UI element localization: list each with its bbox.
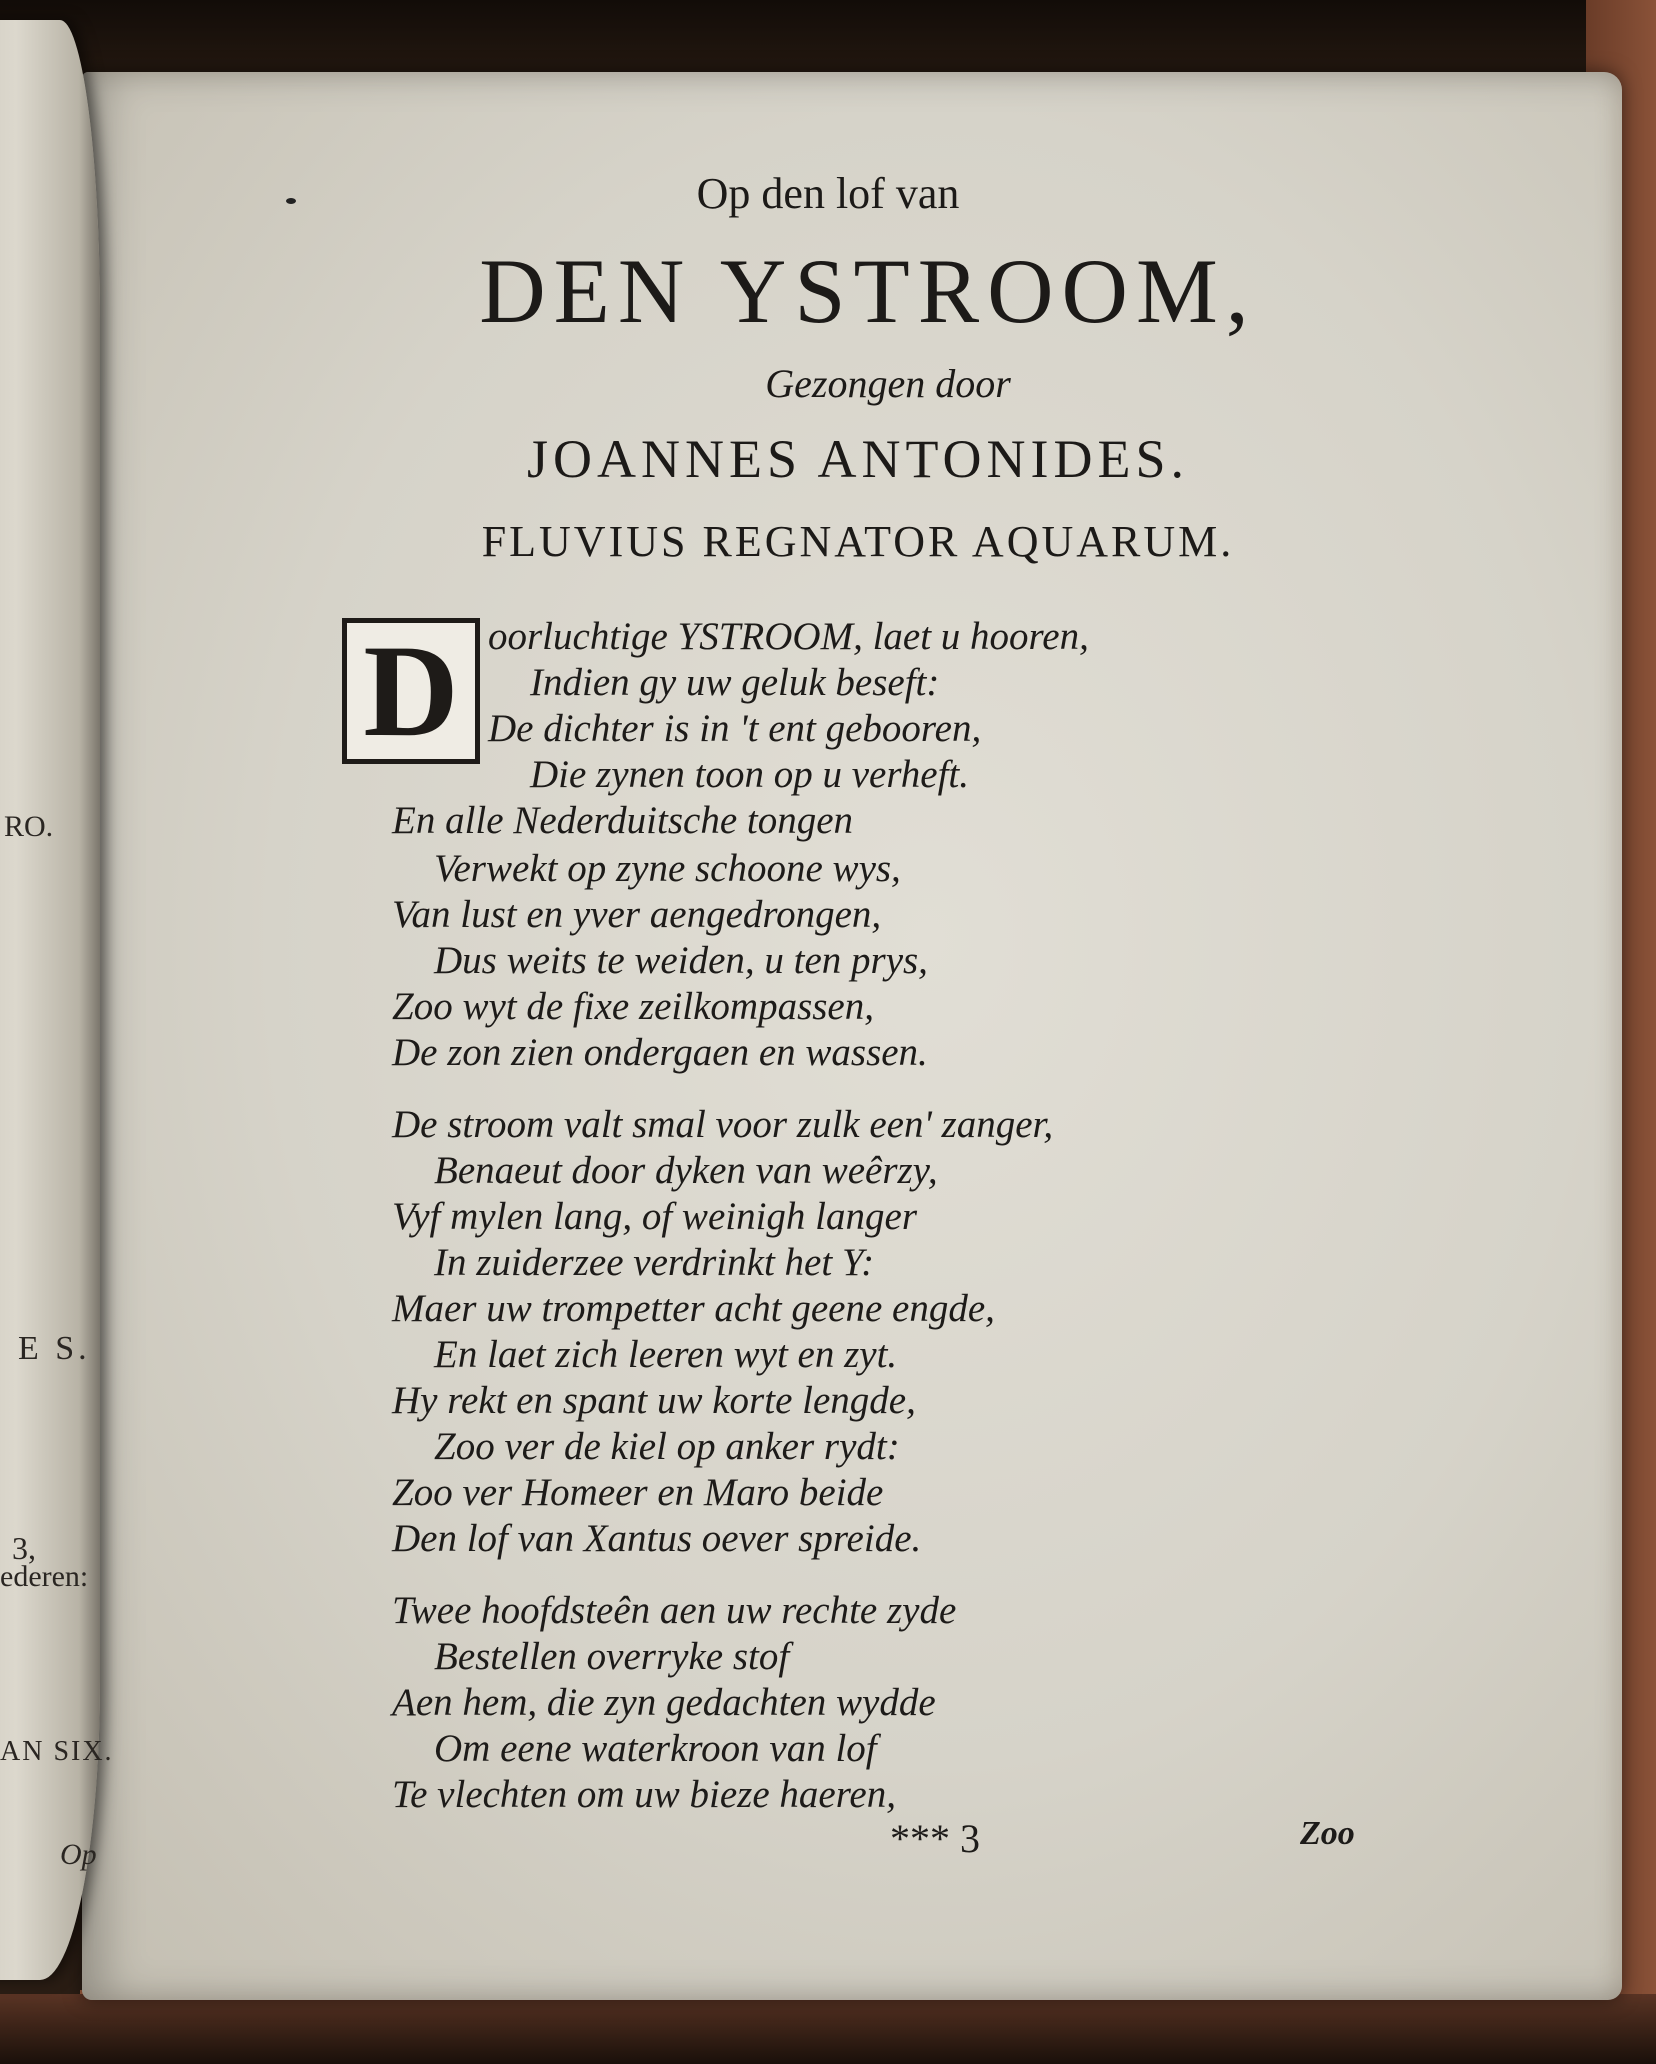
heading-intro: Op den lof van — [696, 169, 960, 218]
poem-line: De stroom valt smal voor zulk een' zanger, — [392, 1103, 1054, 1146]
left-page-fragment: E S. — [18, 1330, 91, 1367]
poem-line: Om eene waterkroon van lof — [434, 1727, 877, 1770]
poem-line: Aen hem, die zyn gedachten wydde — [392, 1681, 936, 1724]
left-page-fragment: RO. — [4, 810, 54, 843]
poem-line: Van lust en yver aengedrongen, — [392, 893, 882, 936]
poem-line: En alle Nederduitsche tongen — [392, 799, 854, 842]
left-page-fragment: ederen: — [0, 1560, 89, 1593]
poem-line: Die zynen toon op u verheft. — [530, 753, 970, 796]
poem-line: Vyf mylen lang, of weinigh langer — [392, 1195, 917, 1238]
background-bottom — [0, 1994, 1656, 2064]
poem-line: Hy rekt en spant uw korte lengde, — [392, 1379, 916, 1422]
poem-line: De dichter is in 't ent gebooren, — [488, 707, 982, 750]
page-title: DEN YSTROOM, — [479, 240, 1257, 342]
poem-line: De zon zien ondergaen en wassen. — [392, 1031, 928, 1074]
signature-mark: *** 3 — [890, 1816, 980, 1861]
poem-line: Den lof van Xantus oever spreide. — [392, 1517, 922, 1560]
poem-line: In zuiderzee verdrinkt het Y: — [434, 1241, 875, 1284]
poem-line: En laet zich leeren wyt en zyt. — [434, 1333, 898, 1376]
poem-line: Verwekt op zyne schoone wys, — [434, 847, 901, 890]
motto: FLUVIUS REGNATOR AQUARUM. — [481, 517, 1235, 566]
poem-line: Benaeut door dyken van weêrzy, — [434, 1149, 938, 1192]
poem-line: Zoo ver de kiel op anker rydt: — [434, 1425, 900, 1468]
author-name: JOANNES ANTONIDES. — [526, 429, 1190, 489]
poem-line: Maer uw trompetter acht geene engde, — [392, 1287, 995, 1330]
heading-sung-by: Gezongen door — [765, 361, 1011, 406]
catchword: Zoo — [1300, 1815, 1355, 1852]
poem-line: Bestellen overryke stof — [434, 1635, 790, 1678]
poem-line: Zoo ver Homeer en Maro beide — [392, 1471, 884, 1514]
left-page-fragment: 3, — [12, 1530, 36, 1566]
poem-line: Dus weits te weiden, u ten prys, — [434, 939, 928, 982]
drop-cap — [342, 618, 480, 764]
poem-line: Twee hoofdsteên aen uw rechte zyde — [392, 1589, 957, 1632]
drop-cap-letter: D — [363, 617, 459, 764]
poem-line: Te vlechten om uw bieze haeren, — [392, 1773, 896, 1816]
left-page-fragment: Op — [60, 1838, 97, 1871]
poem-line: oorluchtige YSTROOM, laet u hooren, — [488, 615, 1089, 658]
poem-line: Zoo wyt de fixe zeilkompassen, — [392, 985, 874, 1028]
left-page-fragment: AN SIX. — [0, 1736, 114, 1767]
poem-line: Indien gy uw geluk beseft: — [530, 661, 940, 704]
